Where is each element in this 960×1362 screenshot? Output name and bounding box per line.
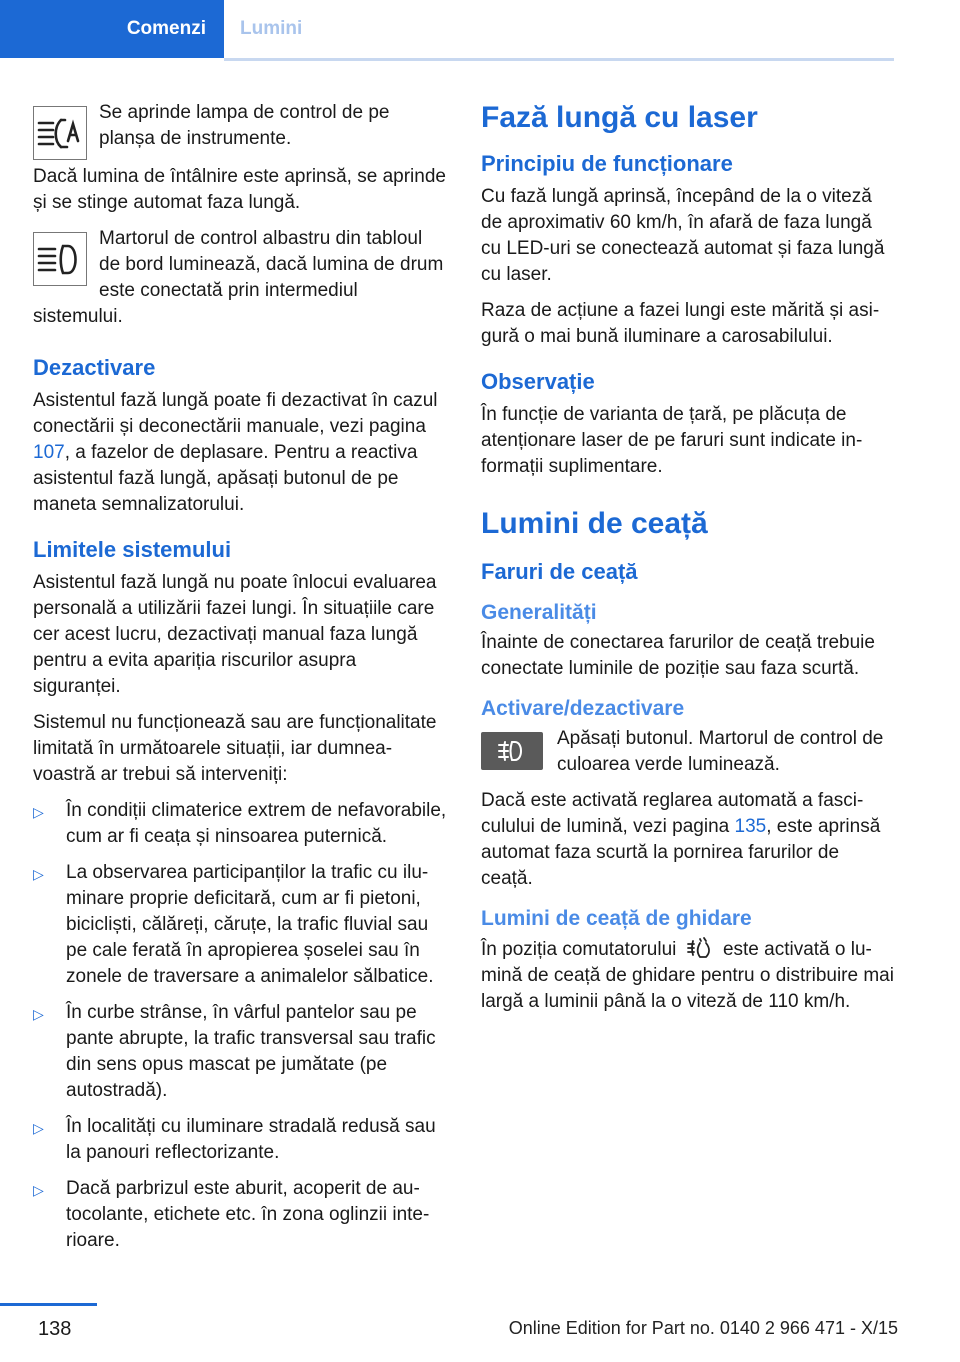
indicator-highbeam xyxy=(33,226,448,330)
list-item-text: În localități cu iluminare stradală redusă sau la panouri reflectorizante. xyxy=(66,1116,436,1163)
indicator-description: Martorul de control albastru din tabloul de bord luminează, dacă lumina de drum este conectată prin intermediul sistemului. xyxy=(33,228,444,327)
paragraph-principiu-2: Raza de acțiune a fazei lungi este mărită și asigură o mai bună iluminare a carosabilului. xyxy=(481,300,880,347)
fog-light-button-row xyxy=(481,726,896,788)
right-column xyxy=(481,100,896,1025)
front-fog-light-button-icon xyxy=(481,732,543,770)
heading-lumini-de-ceata: Lumini de ceață xyxy=(481,507,708,540)
bullet-arrow-icon: ▷ xyxy=(33,804,44,820)
page-link-107[interactable]: 107 xyxy=(33,442,65,463)
list-item xyxy=(33,798,448,850)
bullet-arrow-icon: ▷ xyxy=(33,1120,44,1136)
heading-laser: Fază lungă cu laser xyxy=(481,101,758,134)
text-fragment: Dacă este activată reglarea automată a fasciculului de lumină, vezi pagina xyxy=(481,790,864,837)
indicator-auto-highbeam xyxy=(33,100,448,164)
text-fragment: În poziția comutatorului xyxy=(481,939,682,960)
paragraph-observatie: În funcție de varianta de țară, pe plăcuța de atenționare laser de pe faruri sunt indicate informații suplimentare. xyxy=(481,404,863,477)
limitations-list xyxy=(33,798,448,1254)
heading-observatie: Observație xyxy=(481,369,595,394)
list-item-text: În curbe strânse, în vârful pantelor sau pe pante abrupte, la trafic transversal sau trafic din sens opus mascat pe jumătate (pe autostradă). xyxy=(66,1002,436,1101)
heading-generalitati: Generalități xyxy=(481,601,597,624)
page-link-135[interactable]: 135 xyxy=(734,816,767,837)
heading-faruri-de-ceata: Faruri de ceață xyxy=(481,559,638,584)
paragraph-auto-highbeam: Dacă lumina de întâlnire este aprinsă, se aprinde și se stinge automat faza lungă. xyxy=(33,166,446,213)
auto-high-beam-icon xyxy=(33,106,87,160)
heading-principiu: Principiu de funcționare xyxy=(481,151,733,176)
fog-button-description: Apăsați butonul. Martorul de control de culoarea verde luminează. xyxy=(557,728,884,775)
paragraph-activare xyxy=(481,788,896,892)
paragraph-ghidare xyxy=(481,936,896,1015)
bullet-arrow-icon: ▷ xyxy=(33,1006,44,1022)
left-column xyxy=(33,100,448,1264)
heading-dezactivare: Dezactivare xyxy=(33,355,156,380)
list-item xyxy=(33,1114,448,1166)
heading-activare: Activare/dezactivare xyxy=(481,697,685,720)
heading-ghidare: Lumini de ceață de ghidare xyxy=(481,907,752,930)
paragraph-limitele-1: Asistentul fază lungă nu poate înlocui evaluarea personală a utilizării fazei lungi. În situațiile care cer acest lucru, dezactivați manual faza lungă pentru a evita apariția riscurilor asupra siguranței. xyxy=(33,572,437,697)
list-item-text: În condiții climaterice extrem de nefavorabile, cum ar fi ceața și ninsoarea puternică. xyxy=(66,800,447,847)
header-tabs xyxy=(0,0,960,62)
indicator-description: Se aprinde lampa de control de pe planșa de instrumente. xyxy=(99,102,390,149)
page-number-bar xyxy=(0,1303,97,1306)
text-fragment: este activată o lumină de ceață de ghidare pentru o distribuire mai largă a luminii până la o viteză de 110 km/h. xyxy=(481,939,894,1012)
bullet-arrow-icon: ▷ xyxy=(33,866,44,882)
paragraph-generalitati: Înainte de conectarea farurilor de ceață trebuie conectate luminile de poziție sau faza scurtă. xyxy=(481,632,875,679)
heading-limitele: Limitele sistemului xyxy=(33,537,232,562)
text-fragment: , a fazelor de deplasare. Pentru a reactiva asistentul fază lungă, apăsați butonul de pe maneta semnalizatorului. xyxy=(33,442,418,515)
tab-lumini[interactable]: Lumini xyxy=(240,18,303,39)
tab-comenzi[interactable]: Comenzi xyxy=(0,0,224,58)
paragraph-dezactivare xyxy=(33,388,448,518)
list-item-text: Dacă parbrizul este aburit, acoperit de autocolante, etichete etc. în zona oglinzii interioare. xyxy=(66,1178,430,1251)
list-item xyxy=(33,860,448,990)
page-number: 138 xyxy=(38,1318,72,1340)
paragraph-limitele-2: Sistemul nu funcționează sau are funcționalitate limitată în următoarele situații, iar dumneavoastră ar trebui să interveniți: xyxy=(33,712,437,785)
paragraph-principiu-1: Cu fază lungă aprinsă, începând de la o viteză de aproximativ 60 km/h, în afară de faza lungă cu LED-uri se conectează automat și faza lungă cu laser. xyxy=(481,186,885,285)
tab-underline xyxy=(224,58,894,61)
edition-footer: Online Edition for Part no. 0140 2 966 471 - X/15 xyxy=(508,1318,898,1338)
list-item xyxy=(33,1176,448,1254)
guiding-fog-light-switch-icon xyxy=(682,936,718,960)
text-fragment: , este aprinsă automat faza scurtă la pornirea farurilor de ceață. xyxy=(481,816,881,889)
bullet-arrow-icon: ▷ xyxy=(33,1182,44,1198)
list-item-text: La observarea participanților la trafic cu iluminare proprie deficitară, cum ar fi pietoni, bicicliști, călăreți, căruțe, la trafic fluvial sau pe cale ferată în apropierea șoselei sau în zonele de traversare a animalelor sălbatice. xyxy=(66,862,434,987)
list-item xyxy=(33,1000,448,1104)
high-beam-icon xyxy=(33,232,87,286)
text-fragment: Asistentul fază lungă poate fi dezactivat în cazul conectării și deconectării manuale, vezi pagina xyxy=(33,390,438,437)
